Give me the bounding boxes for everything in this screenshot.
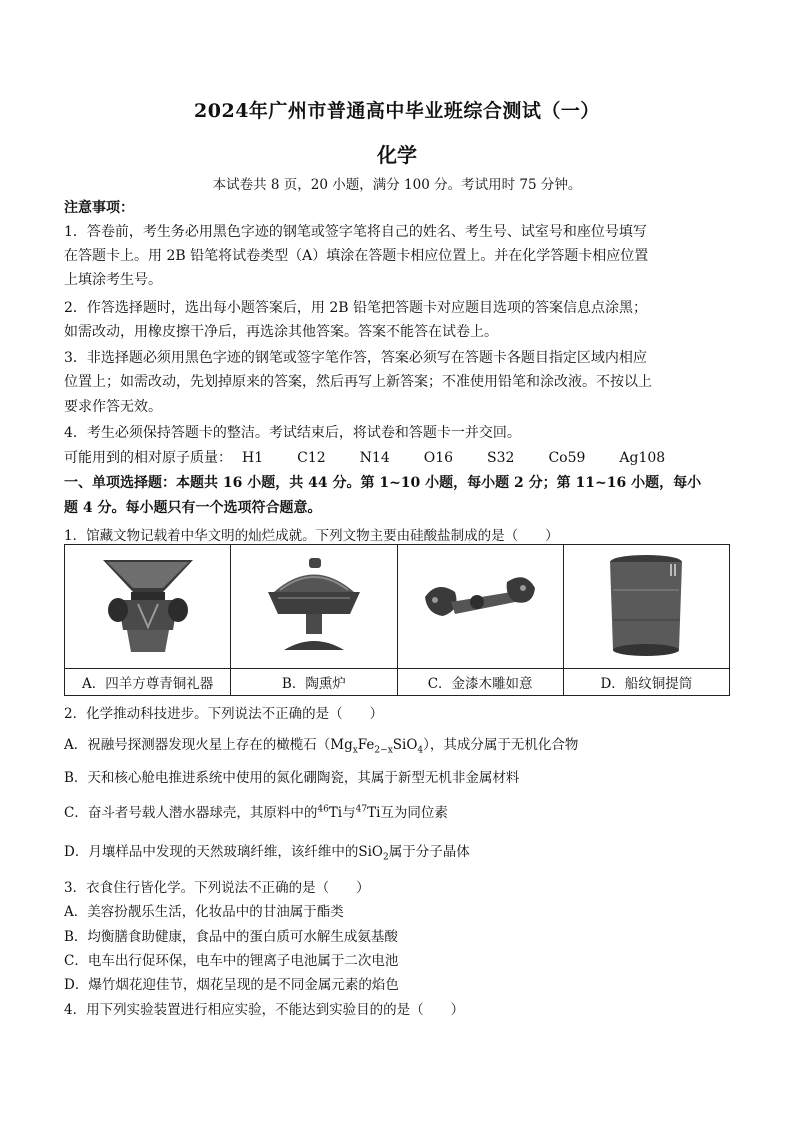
atomic-mass-item: C12: [297, 450, 326, 466]
exam-info: 本试卷共 8 页，20 小题，满分 100 分。考试用时 75 分钟。: [212, 177, 582, 193]
notes-heading: 注意事项：: [64, 200, 134, 216]
option-c-image: [397, 545, 563, 669]
atomic-mass-item: O16: [423, 450, 454, 466]
question-2-option-c: [64, 801, 744, 821]
option-a-image: [65, 545, 231, 669]
option-d-image: [563, 545, 729, 669]
element: Ti: [367, 805, 381, 821]
question-3-option-b: B．均衡膳食助健康，食品中的蛋白质可水解生成氨基酸: [64, 929, 398, 945]
formula: Mg: [330, 737, 353, 753]
formula: Fe: [357, 737, 375, 753]
formula: SiO: [392, 737, 418, 753]
subject-title: 化学: [377, 143, 417, 167]
question-3-option-a: A．美容扮靓乐生活，化妆品中的甘油属于酯类: [64, 904, 344, 920]
notes-line: 在答题卡上。用 2B 铅笔将试卷类型（A）填涂在答题卡相应位置上。并在化学答题卡相应位置: [64, 248, 649, 264]
exam-title: 2024年广州市普通高中毕业班综合测试（一）: [194, 100, 600, 122]
pottery-censer-icon: [254, 552, 374, 657]
formula: SiO: [358, 844, 383, 860]
option-a-caption: A．四羊方尊青铜礼器: [65, 669, 231, 696]
option-text: 互为同位素: [380, 805, 448, 821]
notes-line: 位置上；如需改动，先划掉原来的答案，然后再写上新答案；不准使用铅笔和涂改液。不按以上: [64, 374, 652, 390]
bronze-tube-icon: [591, 550, 701, 660]
option-c-caption: C．金漆木雕如意: [397, 669, 563, 696]
question-2-option-a: [64, 733, 744, 756]
subscript: 2−x: [374, 745, 393, 756]
notes-line: 2．作答选择题时，选出每小题答案后，用 2B 铅笔把答题卡对应题目选项的答案信息点涂黑；: [64, 300, 648, 316]
option-b-image: [231, 545, 397, 669]
question-4-stem: 4．用下列实验装置进行相应实验，不能达到实验目的的是（ ）: [64, 1002, 465, 1018]
bronze-zun-icon: [93, 552, 203, 657]
atomic-masses: [64, 446, 730, 470]
option-text: 与: [342, 805, 356, 821]
section-heading-cont: 题 4 分。每小题只有一个选项符合题意。: [64, 500, 322, 516]
question-2-option-d: [64, 840, 744, 863]
question-3-option-d: D．爆竹烟花迎佳节，烟花呈现的是不同金属元素的焰色: [64, 977, 399, 993]
question-2-stem: 2．化学推动科技进步。下列说法不正确的是（ ）: [64, 706, 384, 722]
atomic-mass-item: N14: [359, 450, 390, 466]
atomic-mass-item: S32: [487, 450, 515, 466]
question-1-stem: 1．馆藏文物记载着中华文明的灿烂成就。下列文物主要由硅酸盐制成的是（ ）: [64, 528, 559, 544]
option-text: ），其成分属于无机化合物: [423, 737, 579, 753]
question-3-stem: 3．衣食住行皆化学。下列说法不正确的是（ ）: [64, 880, 370, 896]
option-text: C．奋斗者号载人潜水器球壳，其原料中的: [64, 805, 318, 821]
subscript: 4: [417, 745, 424, 756]
question-1-options-table: [64, 544, 730, 696]
notes-line: 上填涂考生号。: [64, 272, 162, 288]
section-heading: 一、单项选择题：本题共 16 小题，共 44 分。第 1~10 小题，每小题 2 分；第 11~16 小题，每小: [64, 475, 702, 491]
superscript: 47: [355, 804, 368, 815]
notes-line: 3．非选择题必须用黑色字迹的钢笔或签字笔作答，答案必须写在答题卡各题目指定区域内相应: [64, 350, 647, 366]
atomic-mass-item: Ag108: [619, 450, 666, 466]
question-3-option-c: C．电车出行促环保，电车中的锂离子电池属于二次电池: [64, 953, 399, 969]
notes-line: 要求作答无效。: [64, 399, 162, 415]
question-2-option-b: B．天和核心舱电推进系统中使用的氮化硼陶瓷，其属于新型无机非金属材料: [64, 770, 520, 786]
notes-line: 4．考生必须保持答题卡的整洁。考试结束后，将试卷和答题卡一并交回。: [64, 425, 521, 441]
option-text: D．月壤样品中发现的天然玻璃纤维，该纤维中的: [64, 844, 359, 860]
option-b-caption: B．陶熏炉: [231, 669, 397, 696]
atomic-mass-item: H1: [242, 450, 264, 466]
atomic-mass-item: Co59: [548, 450, 586, 466]
notes-line: 1．答卷前，考生务必用黑色字迹的钢笔或签字笔将自己的姓名、考生号、试室号和座位号填写: [64, 224, 647, 240]
element: Ti: [328, 805, 343, 821]
option-text: 属于分子晶体: [388, 844, 470, 860]
option-d-caption: D．船纹铜提筒: [563, 669, 729, 696]
subscript: 2: [382, 852, 389, 863]
superscript: 46: [317, 804, 329, 815]
subscript: x: [352, 745, 358, 756]
ruyi-scepter-icon: [415, 552, 545, 657]
notes-line: 如需改动，用橡皮擦干净后，再选涂其他答案。答案不能答在试卷上。: [64, 324, 498, 340]
option-text: A．祝融号探测器发现火星上存在的橄榄石（: [64, 737, 331, 753]
atomic-masses-label: 可能用到的相对原子质量：: [64, 450, 232, 466]
